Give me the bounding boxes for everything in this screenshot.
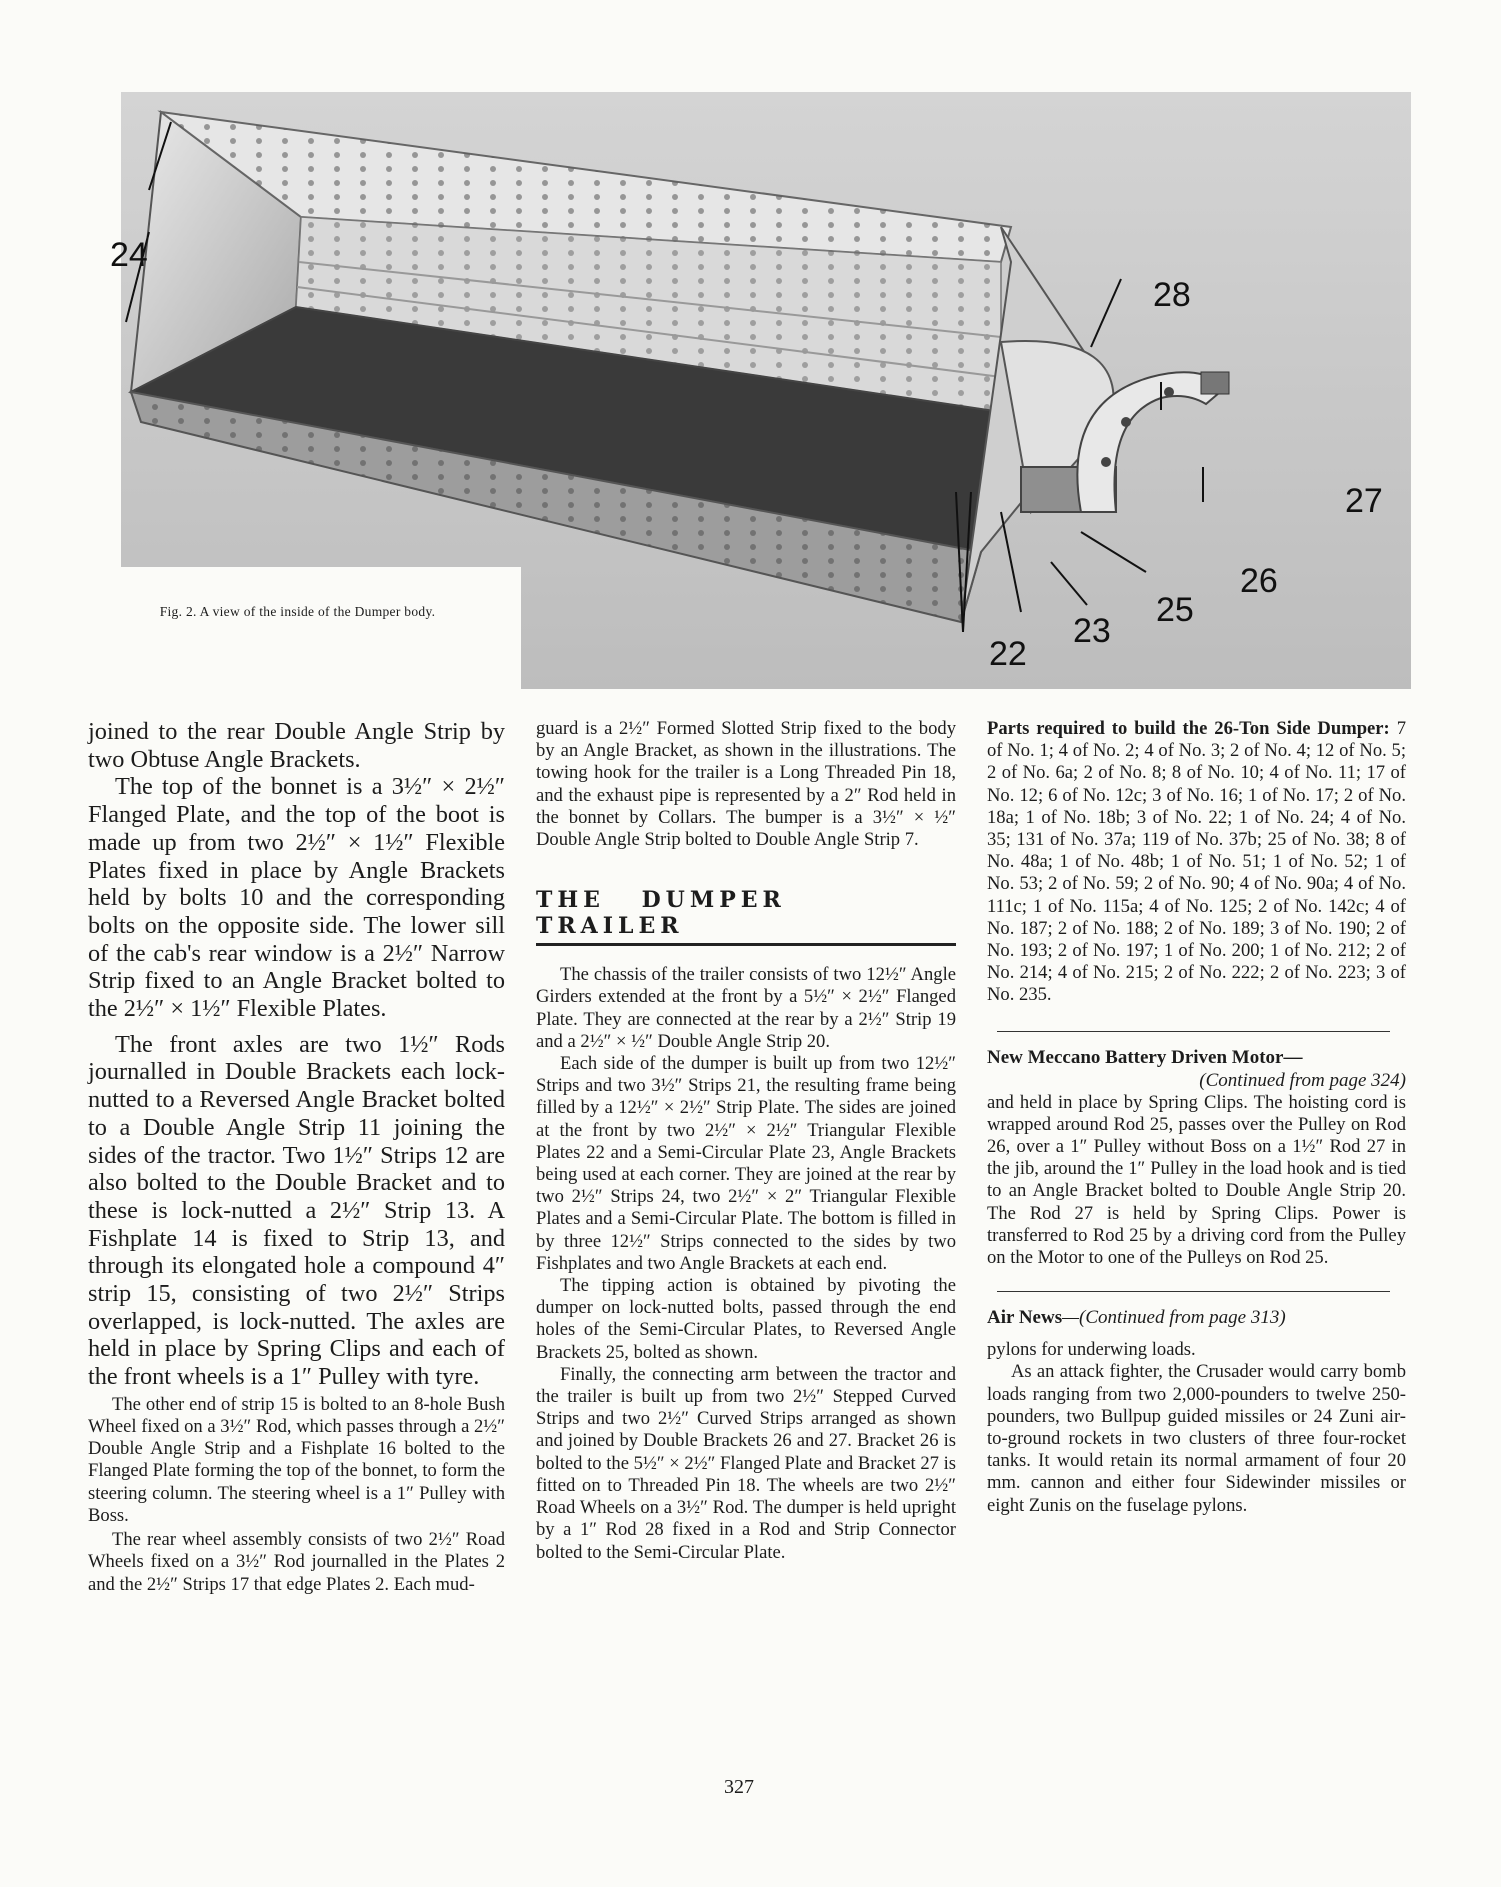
paragraph: The other end of strip 15 is bolted to an 8-hole Bush Wheel fixed on a 3½″ Rod, which passes through a 2½″ Double Angle Strip and a Fishplate 16 bolted to the Flanged Plate forming the top of the bonnet, to form the steering column. The steering wheel is a 1″ Pulley with Boss. (88, 1393, 505, 1526)
paragraph: The top of the bonnet is a 3½″ × 2½″ Flanged Plate, and the top of the boot is made up from two 2½″ × 1½″ Flexible Plates fixed in place by Angle Brackets held by bolts 10 and the corresponding bolts on the opposite side. The lower sill of the cab's rear window is a 2½″ Narrow Strip fixed to an Angle Bracket bolted to the 2½″ × 1½″ Flexible Plates. (88, 773, 505, 1023)
paragraph: The tipping action is obtained by pivoting the dumper on lock-nutted bolts, passed through the end holes of the Semi-Circular Plates, to Reversed Angle Brackets 25, bolted as shown. (536, 1275, 956, 1363)
paragraph: Each side of the dumper is built up from two 12½″ Strips and two 3½″ Strips 21, the resulting frame being filled by a 12½″ × 2½″ Strip Plate. The sides are joined at the front by two 2½″ × 2½″ Triangular Flexible Plates 22 and a Semi-Circular Plate 23, Angle Brackets being used at each corner. They are joined at the rear by two 2½″ Strips 24, two 2½″ × 2″ Triangular Flexible Plates and a Semi-Circular Plate. The bottom is filled in by three 12½″ Strips connected to the sides by two Fishplates and two Angle Brackets at each end. (536, 1053, 956, 1274)
paragraph: pylons for underwing loads. (987, 1339, 1196, 1361)
column-2 (536, 718, 956, 1564)
paragraph: and held in place by Spring Clips. The hoisting cord is wrapped around Rod 25, passes over the Pulley on Rod 26, over a 1″ Pulley without Boss on a 1½″ Rod 27 in the jib, around the 1″ Pulley in the load hook and is tied to an Angle Bracket bolted to Double Angle Strip 20. The Rod 27 is held by Spring Clips. Power is transferred to Rod 25 by a driving cord from the Pulley on the Motor to one of the Pulleys on Rod 25. (987, 1091, 1406, 1269)
callout-25: 25 (1156, 591, 1194, 629)
motor-heading (987, 1046, 1406, 1069)
paragraph: Finally, the connecting arm between the tractor and the trailer is built up from two 2½″ Stepped Curved Strips and two 2½″ Curved Strips arranged as shown and joined by Double Brackets 26 and 27. Bracket 26 is bolted to the 5½″ × 2½″ Flanged Plate and Bracket 27 is fitted on to Threaded Pin 18. The wheels are two 2½″ Road Wheels on a 3½″ Rod. The dumper is held upright by a 1″ Rod 28 fixed in a Rod and Strip Connector bolted to the Semi-Circular Plate. (536, 1363, 956, 1563)
air-news-continued: —(Continued from page 313) (1062, 1307, 1286, 1329)
caption-background (121, 567, 521, 689)
callout-27: 27 (1345, 482, 1383, 520)
figure-caption: Fig. 2. A view of the inside of the Dumper body. (159, 604, 436, 619)
callout-24: 24 (110, 236, 148, 274)
motor-title: New Meccano Battery Driven Motor— (987, 1046, 1303, 1068)
parts-title: Parts required to build the 26-Ton Side Dumper: (987, 718, 1390, 739)
column-3 (987, 718, 1406, 1517)
callout-23: 23 (1073, 612, 1111, 650)
paragraph: The front axles are two 1½″ Rods journalled in Double Brackets each lock-nutted to a Reversed Angle Bracket bolted to a Double Angle Strip 11 joining the sides of the tractor. Two 1½″ Strips 12 are also bolted to the Double Bracket and to these is lock-nutted a 2½″ Strip 13. A Fishplate 14 is fixed to Strip 13, and through its elongated hole a compound 4″ strip 15, consisting of two 2½″ Strips overlapped, is lock-nutted. The axles are held in place by Spring Clips and each of the front wheels is a 1″ Pulley with tyre. (88, 1030, 505, 1391)
callout-28: 28 (1153, 276, 1191, 314)
parts-list (987, 718, 1406, 1007)
callout-26: 26 (1240, 562, 1278, 600)
divider (997, 1031, 1390, 1032)
callout-22: 22 (989, 635, 1027, 673)
paragraph: As an attack fighter, the Crusader would carry bomb loads ranging from two 2,000-pounders to twelve 250-pounders, two Bullpup guided missiles or 24 Zuni air-to-ground rockets in two clusters of three four-rocket tanks. It would retain its normal armament of four 20 mm. cannon and either four Sidewinder missiles or eight Zunis on the fuselage pylons. (987, 1361, 1406, 1516)
paragraph: The chassis of the trailer consists of two 12½″ Angle Girders extended at the front by a 5½″ × 2½″ Flanged Plate. They are connected at the rear by a 2½″ Strip 19 and a 2½″ × ½″ Double Angle Strip 20. (536, 964, 956, 1052)
paragraph: guard is a 2½″ Formed Slotted Strip fixed to the body by an Angle Bracket, as shown in the illustrations. The towing hook for the trailer is a Long Threaded Pin 18, and the exhaust pipe is represented by a 2″ Rod held in the bonnet by Collars. The bumper is a 3½″ × ½″ Double Angle Strip bolted to Double Angle Strip 7. (536, 718, 956, 851)
air-news-title: Air News (987, 1307, 1063, 1329)
paragraph: joined to the rear Double Angle Strip by two Obtuse Angle Brackets. (88, 718, 505, 773)
parts-text: 7 of No. 1; 4 of No. 2; 4 of No. 3; 2 of No. 4; 12 of No. 5; 2 of No. 6a; 2 of No. 8; 8 of No. 10; 4 of No. 11; 17 of No. 12; 6 of No. 12c; 3 of No. 16; 1 of No. 17; 2 of No. 18a; 1 of No. 18b; 3 of No. 22; 1 of No. 24; 4 of No. 35; 131 of No. 37a; 119 of No. 37b; 25 of No. 38; 8 of No. 48a; 1 of No. 48b; 1 of No. 51; 1 of No. 52; 1 of No. 53; 2 of No. 59; 2 of No. 90; 4 of No. 90a; 4 of No. 111c; 1 of No. 115a; 4 of No. 125; 2 of No. 142c; 4 of No. 187; 2 of No. 188; 2 of No. 189; 3 of No. 190; 2 of No. 193; 2 of No. 197; 1 of No. 200; 1 of No. 212; 2 of No. 214; 4 of No. 215; 2 of No. 222; 2 of No. 223; 3 of No. 235. (987, 718, 1406, 1006)
page-number: 327 (724, 1776, 754, 1798)
heading-rule (536, 943, 956, 946)
air-news-heading (987, 1306, 1406, 1329)
column-1 (88, 718, 505, 1596)
motor-continued: (Continued from page 324) (1199, 1069, 1406, 1091)
paragraph: The rear wheel assembly consists of two 2½″ Road Wheels fixed on a 3½″ Rod journalled in the Plates 2 and the 2½″ Strips 17 that edge Plates 2. Each mud- (88, 1529, 505, 1595)
divider (997, 1291, 1390, 1292)
section-heading: THE DUMPER TRAILER (536, 887, 786, 940)
